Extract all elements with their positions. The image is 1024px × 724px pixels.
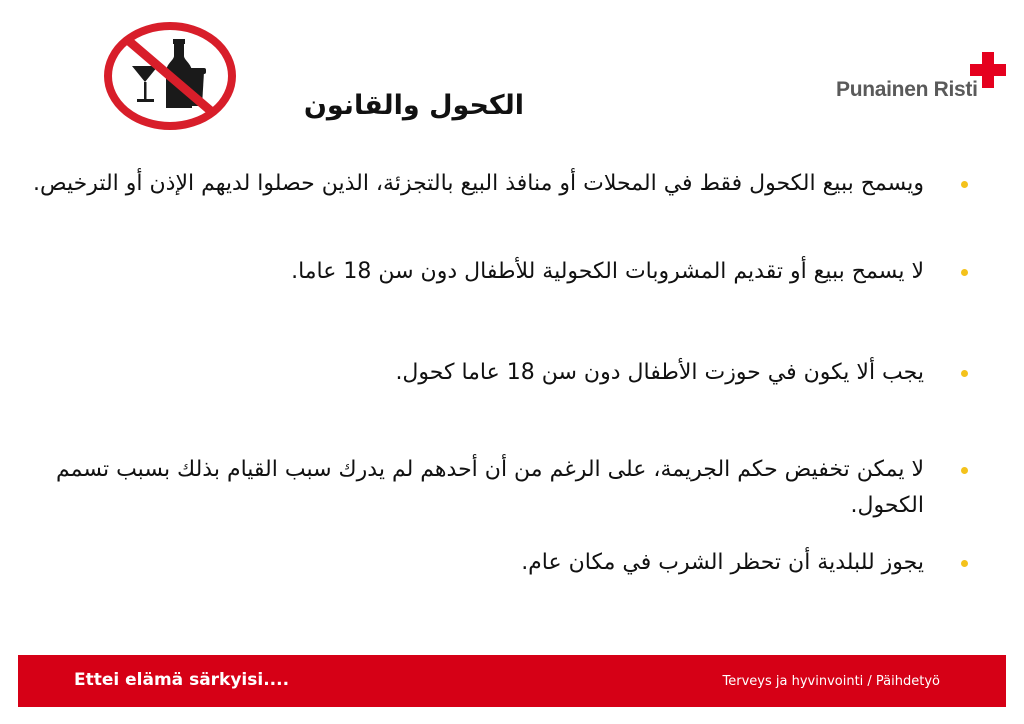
- footer-bar: [18, 655, 1006, 707]
- bullet-item: [24, 545, 970, 581]
- slide-title: الكحول والقانون: [303, 90, 524, 122]
- bullet-dot-icon: [961, 181, 968, 188]
- bullet-item: [24, 355, 970, 391]
- bullet-text: لا يمكن تخفيض حكم الجريمة، على الرغم من أن أحدهم لم يدرك سبب القيام بذلك بسبب تسمم الكحول.: [55, 457, 924, 518]
- bullet-text: يجب ألا يكون في حوزت الأطفال دون سن 18 عاما كحول.: [395, 360, 924, 385]
- brand-name: Punainen Risti: [836, 78, 978, 101]
- bullet-dot-icon: [961, 560, 968, 567]
- bullet-dot-icon: [961, 467, 968, 474]
- bullet-dot-icon: [961, 269, 968, 276]
- bullet-dot-icon: [961, 370, 968, 377]
- footer-slogan: Ettei elämä särkyisi....: [74, 670, 290, 690]
- bullet-text: لا يسمح ببيع أو تقديم المشروبات الكحولية للأطفال دون سن 18 عاما.: [291, 259, 924, 284]
- bullet-item: [24, 254, 970, 290]
- bullet-item: [4, 452, 970, 524]
- bullet-text: يجوز للبلدية أن تحظر الشرب في مكان عام.: [521, 550, 924, 575]
- bullet-item: [24, 166, 970, 202]
- bullet-text: ويسمح ببيع الكحول فقط في المحلات أو منافذ البيع بالتجزئة، الذين حصلوا لديهم الإذن أو الترخيص.: [33, 171, 924, 196]
- bullet-list: [33, 0, 970, 640]
- footer-department: Terveys ja hyvinvointi / Päihdetyö: [722, 674, 940, 689]
